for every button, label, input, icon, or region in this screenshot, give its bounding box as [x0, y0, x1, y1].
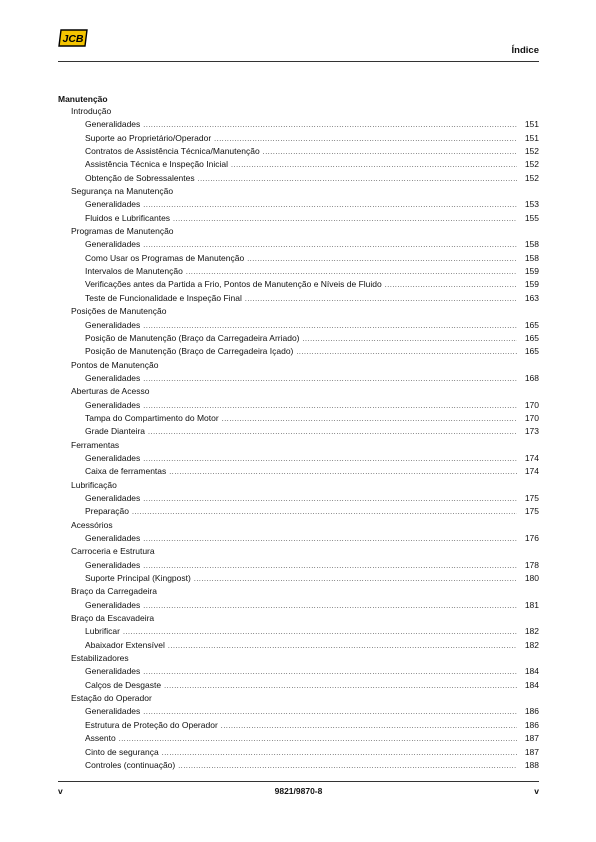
toc-entry-label: Preparação	[85, 506, 129, 517]
toc-entry-page: 188	[524, 759, 539, 770]
toc-entry[interactable]	[58, 759, 539, 772]
toc-entry-page: 158	[524, 239, 539, 250]
toc-section-heading: Estação do Operador	[71, 693, 152, 704]
toc-entry-page: 175	[524, 506, 539, 517]
toc-dot-leader	[186, 266, 517, 279]
toc-entry-page: 175	[524, 492, 539, 503]
toc-entry-page: 159	[524, 266, 539, 277]
toc-entry-page: 176	[524, 533, 539, 543]
toc-entry-label: Generalidades	[85, 372, 141, 383]
toc-dot-leader	[385, 279, 517, 292]
footer-page-right: v	[534, 786, 539, 796]
toc-dot-leader	[143, 666, 517, 679]
toc-section-heading: Aberturas de Acesso	[71, 386, 150, 397]
toc-entry-page: 168	[524, 372, 539, 383]
toc-entry-label: Generalidades	[85, 199, 141, 210]
toc-entry-page: 173	[524, 426, 539, 437]
toc-entry-label: Calços de Desgaste	[85, 679, 162, 690]
toc-body	[58, 105, 539, 772]
toc-entry[interactable]	[58, 425, 539, 438]
toc-entry-page: 152	[524, 159, 539, 170]
toc-dot-leader	[143, 373, 517, 386]
toc-entry-page: 158	[524, 252, 539, 263]
toc-entry[interactable]	[58, 505, 539, 518]
toc-entry-label: Abaixador Extensível	[85, 639, 165, 650]
toc-entry-page: 152	[524, 146, 539, 157]
toc-dot-leader	[143, 199, 517, 212]
toc-entry[interactable]	[58, 492, 539, 505]
toc-entry[interactable]	[58, 465, 539, 478]
toc-dot-leader	[247, 253, 517, 266]
header-divider	[58, 61, 539, 62]
toc-entry-page: 151	[524, 119, 539, 130]
toc-entry-label: Tampa do Compartimento do Motor	[85, 412, 219, 423]
toc-entry-label: Generalidades	[85, 119, 141, 130]
toc-chapter-title: Manutenção	[58, 94, 108, 104]
toc-entry-label: Generalidades	[85, 559, 141, 570]
toc-entry[interactable]	[58, 572, 539, 585]
toc-entry-page: 182	[524, 626, 539, 637]
toc-entry[interactable]	[58, 679, 539, 692]
toc-entry-label: Generalidades	[85, 706, 141, 717]
toc-dot-leader	[143, 493, 517, 506]
toc-entry-page: 187	[524, 733, 539, 744]
toc-entry[interactable]	[58, 252, 539, 265]
footer-document-code: 9821/9870-8	[274, 786, 323, 796]
toc-entry-label: Grade Dianteira	[85, 426, 146, 437]
toc-entry-page: 181	[524, 599, 539, 610]
page-header-title: Índice	[511, 45, 539, 56]
toc-entry-page: 184	[524, 666, 539, 677]
toc-dot-leader	[143, 320, 517, 333]
toc-entry-label: Generalidades	[85, 399, 141, 410]
toc-entry-page: 182	[524, 639, 539, 650]
toc-section-heading: Posições de Manutenção	[71, 306, 167, 317]
toc-entry-label: Generalidades	[85, 319, 141, 330]
toc-entry-page: 151	[524, 132, 539, 143]
toc-entry-page: 159	[524, 279, 539, 290]
toc-entry-label: Posição de Manutenção (Braço da Carregadeira Arriado)	[85, 332, 300, 343]
toc-entry-label: Generalidades	[85, 599, 141, 610]
toc-entry[interactable]	[58, 705, 539, 718]
toc-entry-label: Cinto de segurança	[85, 746, 159, 757]
toc-dot-leader	[169, 466, 517, 479]
toc-entry-label: Generalidades	[85, 492, 141, 503]
toc-entry[interactable]	[58, 278, 539, 291]
toc-entry-page: 180	[524, 573, 539, 584]
toc-dot-leader	[214, 133, 517, 146]
toc-dot-leader	[245, 293, 517, 306]
toc-entry[interactable]	[58, 625, 539, 638]
toc-entry-page: 174	[524, 452, 539, 463]
toc-entry-label: Verificações antes da Partida a Frio, Pontos de Manutenção e Níveis de Fluido	[85, 279, 382, 290]
toc-entry[interactable]	[58, 172, 539, 185]
jcb-logo	[58, 29, 88, 47]
toc-entry-page: 152	[524, 172, 539, 183]
toc-dot-leader	[132, 506, 517, 519]
toc-dot-leader	[198, 173, 517, 186]
toc-entry-label: Intervalos de Manutenção	[85, 266, 183, 277]
toc-entry[interactable]	[58, 599, 539, 612]
toc-entry-label: Generalidades	[85, 533, 141, 543]
toc-dot-leader	[178, 760, 517, 773]
toc-entry-page: 186	[524, 706, 539, 717]
toc-entry[interactable]	[58, 132, 539, 145]
toc-dot-leader	[119, 733, 517, 746]
toc-entry-page: 170	[524, 412, 539, 423]
toc-entry[interactable]	[58, 345, 539, 358]
toc-entry[interactable]	[58, 158, 539, 171]
toc-entry-page: 170	[524, 399, 539, 410]
toc-entry[interactable]	[58, 399, 539, 412]
toc-dot-leader	[143, 600, 517, 613]
toc-entry[interactable]	[58, 746, 539, 759]
toc-entry-page: 184	[524, 679, 539, 690]
toc-entry[interactable]	[58, 372, 539, 385]
toc-section-heading: Programas de Manutenção	[71, 226, 174, 237]
toc-dot-leader	[173, 213, 517, 226]
toc-section-heading: Introdução	[71, 106, 112, 116]
toc-entry[interactable]	[58, 145, 539, 158]
toc-entry-label: Assistência Técnica e Inspeção Inicial	[85, 159, 229, 170]
footer-page-left: v	[58, 786, 63, 796]
toc-entry-page: 187	[524, 746, 539, 757]
toc-entry-page: 165	[524, 332, 539, 343]
toc-dot-leader	[164, 680, 517, 693]
toc-entry-page: 165	[524, 346, 539, 357]
toc-dot-leader	[123, 626, 517, 639]
toc-section-heading: Pontos de Manutenção	[71, 359, 159, 370]
toc-section-heading: Lubrificação	[71, 479, 117, 490]
toc-entry-label: Posição de Manutenção (Braço de Carregadeira Içado)	[85, 346, 294, 357]
toc-dot-leader	[143, 706, 517, 719]
toc-entry-label: Teste de Funcionalidade e Inspeção Final	[85, 292, 242, 303]
toc-entry-label: Contratos de Assistência Técnica/Manutenção	[85, 146, 260, 157]
toc-entry-label: Controles (continuação)	[85, 759, 176, 770]
toc-entry[interactable]	[58, 665, 539, 678]
toc-dot-leader	[303, 333, 517, 346]
toc-entry-label: Assento	[85, 733, 116, 744]
toc-dot-leader	[231, 159, 517, 172]
toc-dot-leader	[143, 119, 517, 132]
toc-entry[interactable]	[58, 238, 539, 251]
toc-dot-leader	[148, 426, 517, 439]
toc-entry-label: Generalidades	[85, 452, 141, 463]
toc-entry-page: 155	[524, 212, 539, 223]
toc-section-heading: Estabilizadores	[71, 653, 129, 664]
svg-text:JCB: JCB	[62, 33, 84, 46]
toc-entry-label: Suporte Principal (Kingpost)	[85, 573, 191, 584]
toc-section-heading: Acessórios	[71, 519, 113, 530]
toc-dot-leader	[296, 346, 517, 359]
toc-entry[interactable]	[58, 639, 539, 652]
toc-entry[interactable]	[58, 719, 539, 732]
toc-entry[interactable]	[58, 118, 539, 131]
toc-entry-label: Como Usar os Programas de Manutenção	[85, 252, 245, 263]
toc-entry-label: Estrutura de Proteção do Operador	[85, 719, 218, 730]
toc-entry-page: 174	[524, 466, 539, 477]
toc-entry[interactable]	[58, 732, 539, 745]
toc-dot-leader	[168, 640, 517, 653]
toc-dot-leader	[194, 573, 517, 586]
toc-entry[interactable]	[58, 412, 539, 425]
toc-dot-leader	[143, 533, 517, 546]
toc-entry-label: Generalidades	[85, 666, 141, 677]
toc-section-heading: Segurança na Manutenção	[71, 186, 174, 197]
toc-dot-leader	[143, 239, 517, 252]
toc-entry-label: Caixa de ferramentas	[85, 466, 167, 477]
toc-entry-label: Generalidades	[85, 239, 141, 250]
toc-entry-label: Lubrificar	[85, 626, 120, 637]
toc-entry[interactable]	[58, 452, 539, 465]
toc-section-heading: Braço da Carregadeira	[71, 586, 157, 597]
toc-entry-page: 165	[524, 319, 539, 330]
table-of-contents	[58, 94, 539, 772]
toc-entry[interactable]	[58, 532, 539, 545]
toc-entry[interactable]	[58, 292, 539, 305]
toc-dot-leader	[263, 146, 517, 159]
toc-dot-leader	[143, 453, 517, 466]
toc-entry-label: Fluidos e Lubrificantes	[85, 212, 171, 223]
toc-entry-page: 186	[524, 719, 539, 730]
toc-entry[interactable]	[58, 265, 539, 278]
toc-entry-page: 153	[524, 199, 539, 210]
toc-section-heading: Carroceria e Estrutura	[71, 546, 155, 557]
toc-dot-leader	[222, 413, 517, 426]
toc-dot-leader	[143, 560, 517, 573]
toc-entry-label: Suporte ao Proprietário/Operador	[85, 132, 212, 143]
toc-entry[interactable]	[58, 559, 539, 572]
toc-dot-leader	[143, 400, 517, 413]
toc-entry[interactable]	[58, 198, 539, 211]
toc-entry[interactable]	[58, 319, 539, 332]
toc-entry[interactable]	[58, 212, 539, 225]
footer-divider	[58, 781, 539, 782]
toc-dot-leader	[162, 747, 517, 760]
toc-entry-page: 163	[524, 292, 539, 303]
toc-entry[interactable]	[58, 332, 539, 345]
toc-entry-label: Obtenção de Sobressalentes	[85, 172, 195, 183]
toc-entry-page: 178	[524, 559, 539, 570]
toc-dot-leader	[221, 720, 517, 733]
toc-section-heading: Braço da Escavadeira	[71, 613, 155, 624]
toc-section-heading: Ferramentas	[71, 439, 120, 450]
